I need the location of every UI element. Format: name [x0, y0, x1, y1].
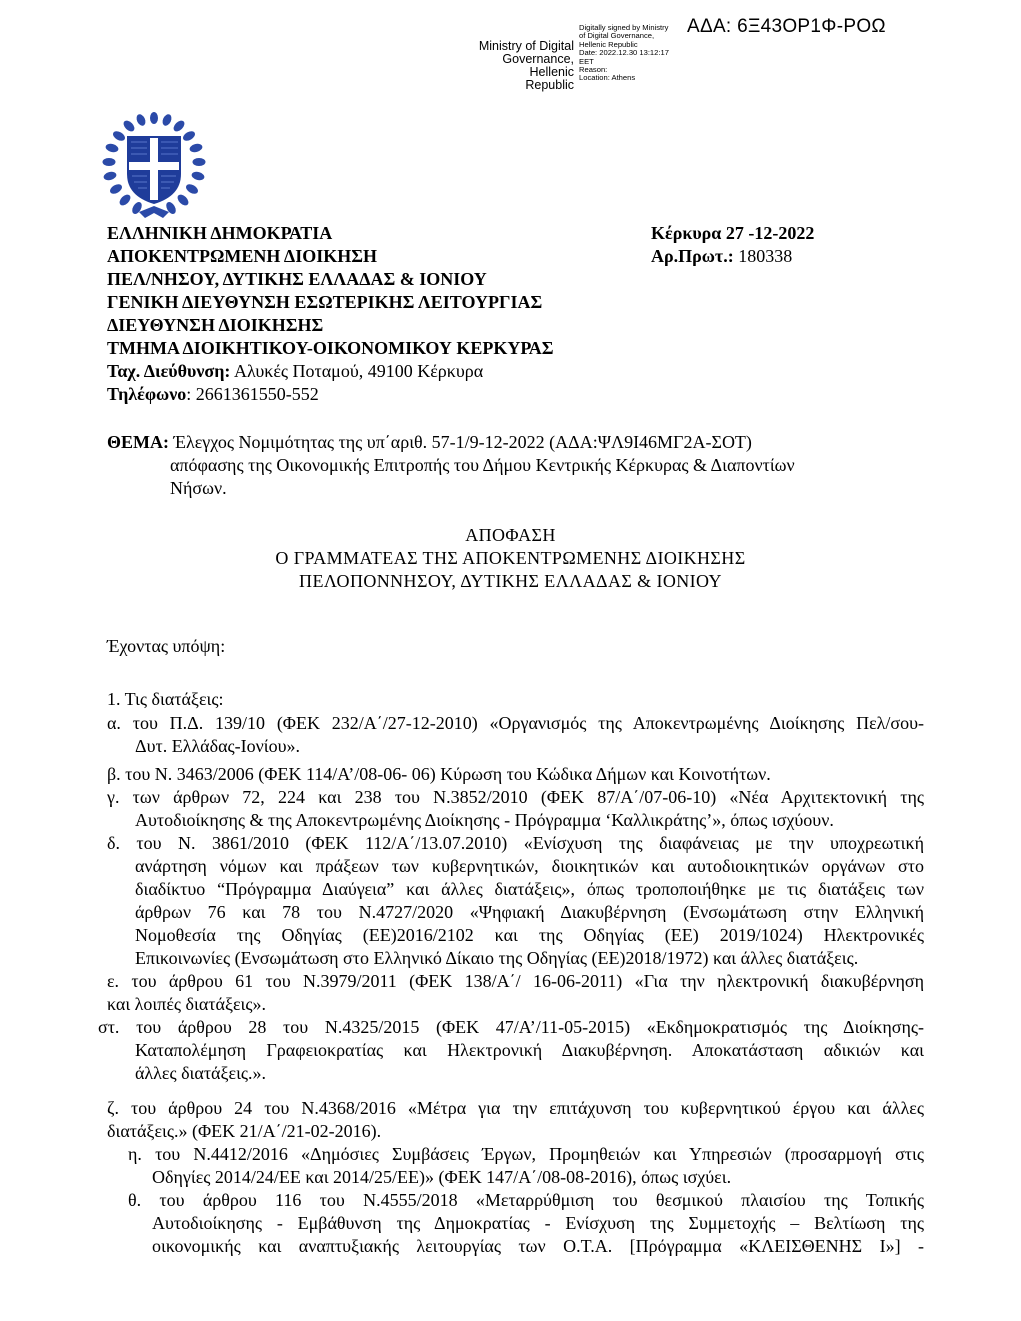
decision-issuer-region: ΠΕΛΟΠΟΝΝΗΣΟΥ, ΔΥΤΙΚΗΣ ΕΛΛΑΔΑΣ & ΙΟΝΙΟΥ — [299, 571, 722, 591]
subject-label: ΘΕΜΑ: — [107, 432, 169, 452]
provision-item-b: β. του Ν. 3463/2006 (ΦΕΚ 114/Α’/08-06- 06) Κύρωση του Κώδικα Δήμων και Κοινοτήτων. — [107, 764, 771, 784]
considering-heading: Έχοντας υπόψη: — [107, 636, 226, 656]
signature-detail-line: of Digital Governance, — [579, 31, 655, 41]
signature-details — [579, 24, 669, 83]
signature-org-line: Hellenic Republic — [525, 65, 574, 92]
authority-line: ΓΕΝΙΚΗ ΔΙΕΥΘΥΝΣΗ ΕΣΩΤΕΡΙΚΗΣ ΛΕΙΤΟΥΡΓΙΑΣ — [107, 292, 543, 312]
authority-line: ΕΛΛΗΝΙΚΗ ΔΗΜΟΚΡΑΤΙΑ — [107, 223, 333, 243]
signature-detail-line: EET — [579, 56, 594, 66]
protocol-number: Αρ.Πρωτ.: 180338 — [651, 246, 793, 266]
provision-item-e: ε. του άρθρου 61 του Ν.3979/2011 (ΦΕΚ 138/Α΄/ 16-06-2011) «Για την ηλεκτρονική διακυβέρνηση και λοιπές διατάξεις». — [107, 971, 924, 1014]
provision-item-th: θ. του άρθρου 116 του Ν.4555/2018 «Μεταρρύθμιση του θεσμικού πλαισίου της Τοπικής Αυτοδιοίκησης - Εμβάθυνση της Δημοκρατίας - Ενίσχυση της Συμμετοχής – Βελτίωση της οικονομικής και αναπτυξιακής λειτουργίας των Ο.Τ.Α. [Πρόγραμμα «ΚΛΕΙΣΘΕΝΗΣ Ι»] - — [128, 1190, 924, 1256]
authority-line: ΤΜΗΜΑ ΔΙΟΙΚΗΤΙΚΟΥ-ΟΙΚΟΝΟΜΙΚΟΥ ΚΕΡΚΥΡΑΣ — [107, 338, 554, 358]
subject-block — [107, 431, 907, 500]
address-label: Ταχ. Διεύθυνση: — [107, 361, 231, 381]
provision-item-d: δ. του Ν. 3861/2010 (ΦΕΚ 112/Α΄/13.07.2010) «Ενίσχυση της διαφάνειας με την υποχρεωτική ανάρτηση νόμων και πράξεων των κυβερνητικών, διοικητικών και αυτοδιοικητικών οργάνων στο διαδίκτυο “Πρόγραμμα Διαύγεια” και άλλες διατάξεις», όπως τροποποιήθηκε με τις διατάξεις των άρθρων 76 και 78 του Ν.4727/2020 «Ψηφιακή Διακυβέρνηση (Ενσωμάτωση στην Ελληνική Νομοθεσία της Οδηγίας (ΕΕ)2016/2102 και της Οδηγίας (ΕΕ) 2019/1024) Ηλεκτρονικές Επικοινωνίες (Ενσωμάτωση στο Ελληνικό Δίκαιο της Οδηγίας (ΕΕ)2018/1972) και άλλες διατάξεις. — [107, 833, 924, 968]
provision-item-z: ζ. του άρθρου 24 του Ν.4368/2016 «Μέτρα για την επιτάχυνση του κυβερνητικού έργου και άλλες διατάξεις.» (ΦΕΚ 21/Α΄/21-02-2016). — [107, 1098, 924, 1141]
signature-org-line: Ministry of Digital — [478, 39, 574, 53]
document-date: Κέρκυρα 27 -12-2022 — [651, 223, 815, 243]
date-protocol-block — [651, 222, 814, 268]
authority-line: ΑΠΟΚΕΝΤΡΩΜΕΝΗ ΔΙΟΙΚΗΣΗ — [107, 246, 377, 266]
subject-line: απόφασης της Οικονομικής Επιτροπής του Δήμου Κεντρικής Κέρκυρας & Διαποντίων — [170, 455, 795, 475]
authority-line: ΔΙΕΥΘΥΝΣΗ ΔΙΟΙΚΗΣΗΣ — [107, 315, 324, 335]
clause-1: 1. Τις διατάξεις: — [107, 689, 224, 709]
provision-item-c: γ. των άρθρων 72, 224 και 238 του Ν.3852/2010 (ΦΕΚ 87/Α΄/07-06-10) «Νέα Αρχιτεκτονική της Αυτοδιοίκησης & της Αποκεντρωμένης Διοίκησης - Πρόγραμμα ‘Καλλικράτης’», όπως ισχύουν. — [107, 787, 924, 830]
subject-line: ΘΕΜΑ: Έλεγχος Νομιμότητας της υπ΄αριθ. 57-1/9-12-2022 (ΑΔΑ:ΨΛ9Ι46ΜΓ2Α-ΣΟΤ) — [107, 432, 752, 452]
signature-detail-line: Location: Athens — [579, 73, 636, 83]
signature-detail-line: Date: 2022.12.30 13:12:17 — [579, 48, 669, 58]
phone-line — [107, 383, 554, 406]
phone-value: : 2661361550-552 — [186, 384, 319, 404]
decision-issuer: Ο ΓΡΑΜΜΑΤΕΑΣ ΤΗΣ ΑΠΟΚΕΝΤΡΩΜΕΝΗΣ ΔΙΟΙΚΗΣΗΣ — [275, 548, 746, 568]
hellenic-republic-coat-of-arms-icon — [101, 112, 207, 220]
signature-detail-line: Digitally signed by Ministry — [579, 23, 669, 32]
provision-item-a: α. του Π.Δ. 139/10 (ΦΕΚ 232/Α΄/27-12-2010) «Οργανισμός της Αποκεντρωμένης Διοίκησης Πελ/σου- Δυτ. Ελλάδας-Ιονίου». — [107, 713, 924, 756]
address-value: Αλυκές Ποταμού, 49100 Κέρκυρα — [230, 361, 484, 381]
subject-line: Νήσων. — [170, 478, 227, 498]
decision-heading — [0, 524, 1021, 593]
decision-title: ΑΠΟΦΑΣΗ — [465, 525, 556, 545]
signature-detail-line: Reason: — [579, 65, 608, 75]
address-line — [107, 360, 554, 383]
signature-organization — [478, 40, 574, 92]
signature-detail-line: Hellenic Republic — [579, 39, 638, 49]
ada-code: ΑΔΑ: 6Ξ43ΟΡ1Φ-ΡΟΩ — [687, 16, 886, 37]
provision-item-st: στ. του άρθρου 28 του Ν.4325/2015 (ΦΕΚ 47/Α’/11-05-2015) «Εκδημοκρατισμός της Διοίκησης- Καταπολέμηση Γραφειοκρατίας και Ηλεκτρονική Διακυβέρνηση. Αποκατάσταση αδικιών και άλλες διατάξεις.». — [98, 1017, 924, 1083]
authority-line: ΠΕΛ/ΝΗΣΟΥ, ΔΥΤΙΚΗΣ ΕΛΛΑΔΑΣ & ΙΟΝΙΟΥ — [107, 269, 487, 289]
signature-org-line: Governance, — [502, 52, 574, 66]
issuing-authority-block — [107, 222, 554, 406]
provision-item-h: η. του Ν.4412/2016 «Δημόσιες Συμβάσεις Έργων, Προμηθειών και Υπηρεσιών (προσαρμογή στις Οδηγίες 2014/24/ΕΕ και 2014/25/ΕΕ)» (ΦΕΚ 147/Α΄/08-08-2016), όπως ισχύει. — [128, 1144, 924, 1187]
phone-label: Τηλέφωνο — [107, 384, 187, 404]
